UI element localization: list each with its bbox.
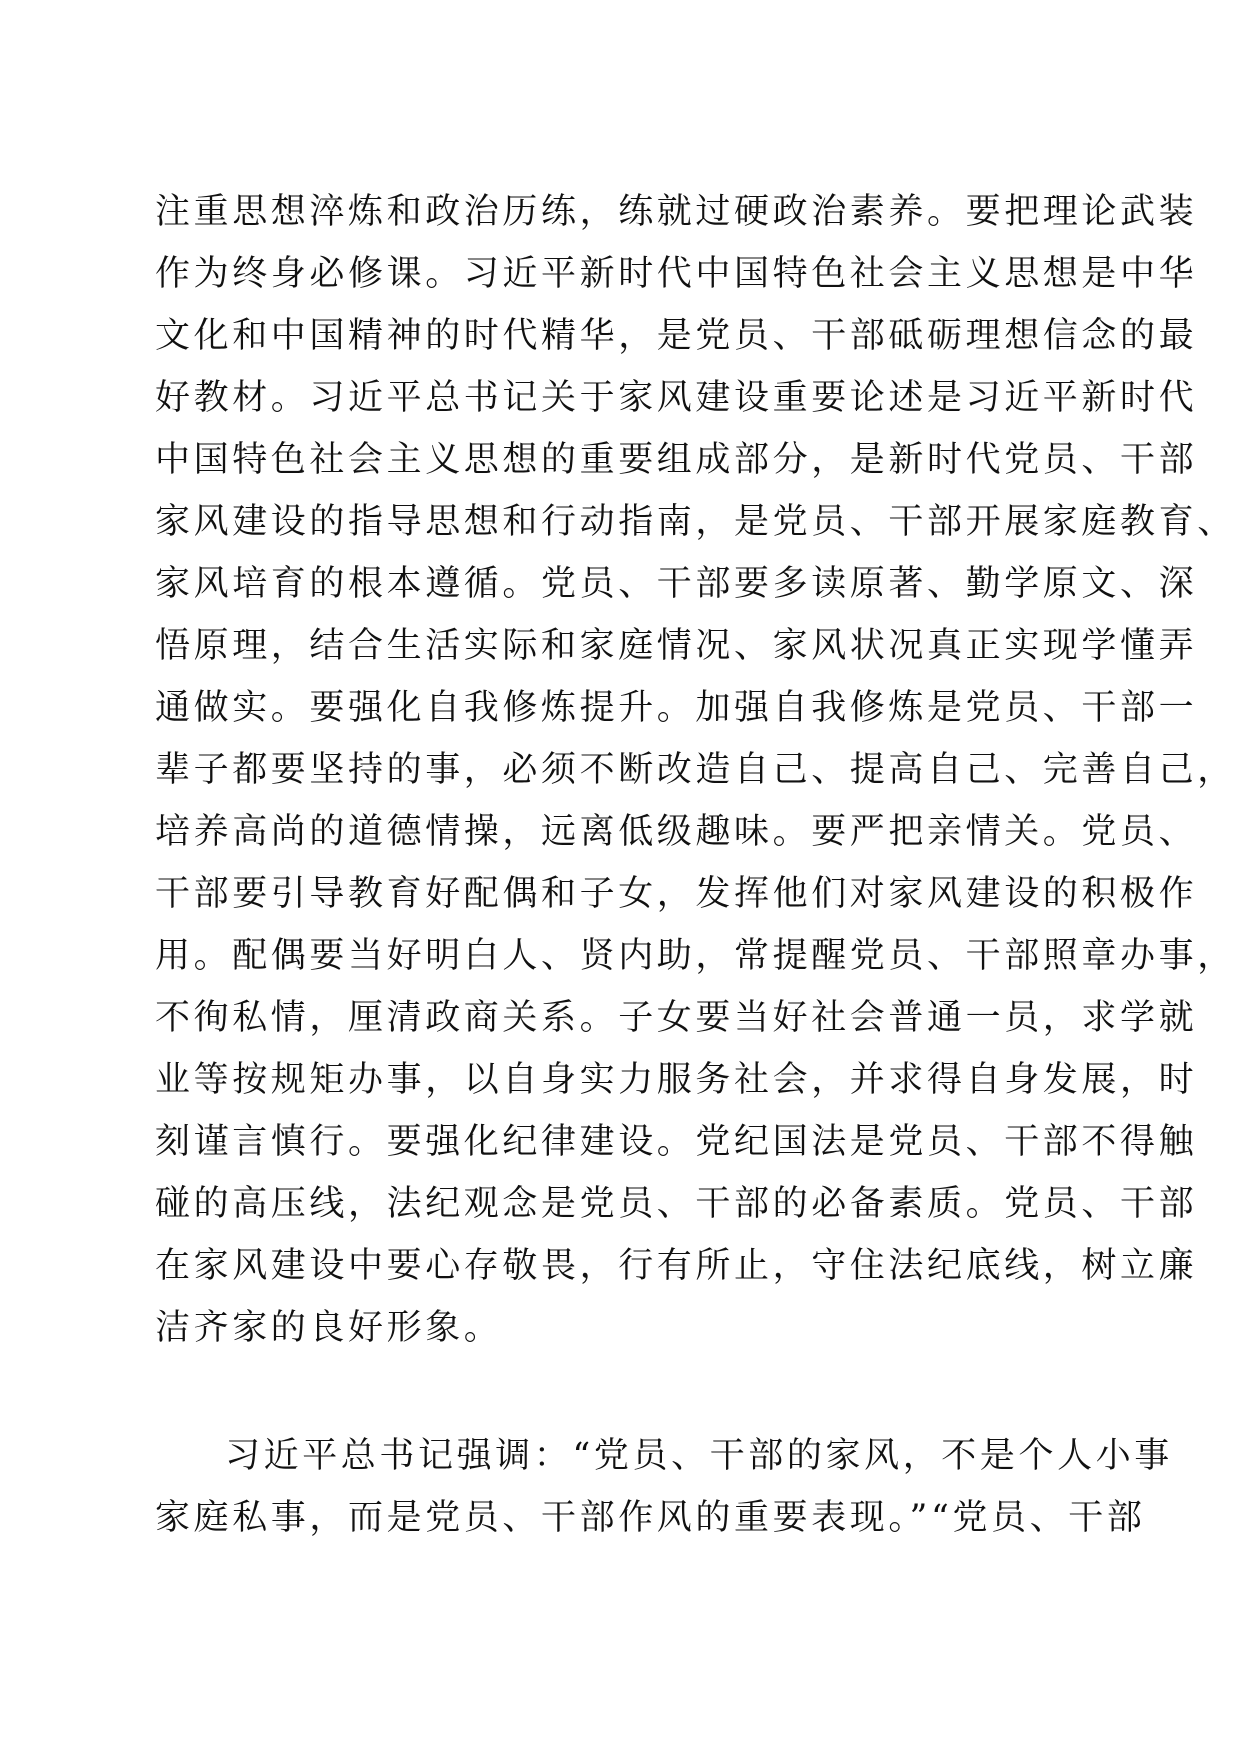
text-line: 在家风建设中要心存敬畏，行有所止，守住法纪底线，树立廉: [155, 1246, 1198, 1286]
text-line: 辈子都要坚持的事，必须不断改造自己、提高自己、完善自己，: [155, 750, 1236, 790]
text-line: 文化和中国精神的时代精华，是党员、干部砥砺理想信念的最: [155, 316, 1198, 356]
text-line: 好教材。习近平总书记关于家风建设重要论述是习近平新时代: [155, 378, 1198, 418]
text-line: 注重思想淬炼和政治历练，练就过硬政治素养。要把理论武装: [155, 192, 1198, 232]
text-line: 中国特色社会主义思想的重要组成部分，是新时代党员、干部: [155, 440, 1198, 480]
text-line: 培养高尚的道德情操，远离低级趣味。要严把亲情关。党员、: [155, 812, 1198, 852]
text-line: 不徇私情，厘清政商关系。子女要当好社会普通一员，求学就: [155, 998, 1198, 1038]
text-line: 家风建设的指导思想和行动指南，是党员、干部开展家庭教育、: [155, 502, 1236, 542]
text-line: 作为终身必修课。习近平新时代中国特色社会主义思想是中华: [155, 254, 1198, 294]
paragraph-1: [155, 181, 1236, 1359]
text-line: 习近平总书记强调：“党员、干部的家风，不是个人小事: [225, 1436, 1173, 1476]
text-line: 通做实。要强化自我修炼提升。加强自我修炼是党员、干部一: [155, 688, 1198, 728]
paragraph-2: [155, 1425, 1173, 1549]
text-line: 刻谨言慎行。要强化纪律建设。党纪国法是党员、干部不得触: [155, 1122, 1198, 1162]
text-line: 家风培育的根本遵循。党员、干部要多读原著、勤学原文、深: [155, 564, 1198, 604]
text-line: 家庭私事，而是党员、干部作风的重要表现。”“党员、干部: [155, 1498, 1146, 1538]
text-line: 悟原理，结合生活实际和家庭情况、家风状况真正实现学懂弄: [155, 626, 1198, 666]
text-line: 用。配偶要当好明白人、贤内助，常提醒党员、干部照章办事，: [155, 936, 1236, 976]
text-line: 洁齐家的良好形象。: [155, 1308, 503, 1348]
text-line: 碰的高压线，法纪观念是党员、干部的必备素质。党员、干部: [155, 1184, 1198, 1224]
text-line: 业等按规矩办事，以自身实力服务社会，并求得自身发展，时: [155, 1060, 1198, 1100]
text-line: 干部要引导教育好配偶和子女，发挥他们对家风建设的积极作: [155, 874, 1198, 914]
